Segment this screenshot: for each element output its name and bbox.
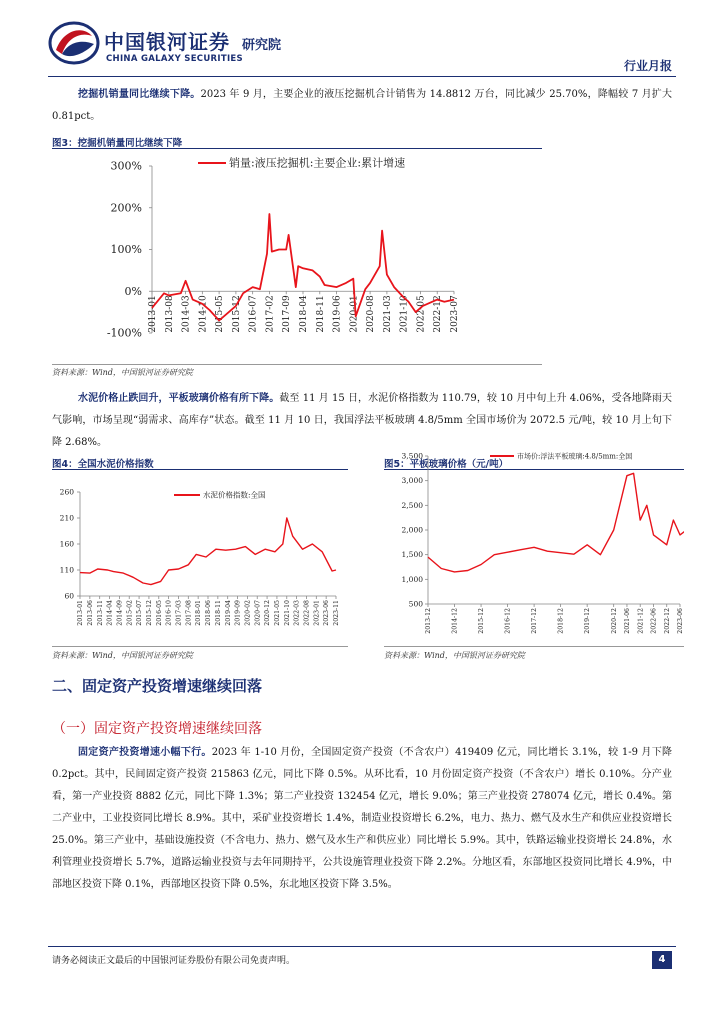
fig4-x-tick-label: 2023-11 <box>333 600 341 626</box>
fig3-x-tick-label: 2022-05 <box>416 295 427 333</box>
fig3-top-rule <box>52 148 542 149</box>
fig5-x-tick-label: 2022-12 <box>663 608 671 634</box>
fig4-x-tick-label: 2015-07 <box>136 600 144 626</box>
page-number: 4 <box>652 951 672 969</box>
fig4-title: 图4：全国水泥价格指数 <box>52 459 154 470</box>
fig4-x-tick-label: 2023-01 <box>313 600 321 626</box>
fig4-x-tick-label: 2016-05 <box>155 600 163 626</box>
fig3-legend-label: 销量:液压挖掘机:主要企业:累计增速 <box>229 156 406 170</box>
fig5-y-tick-label: 3,000 <box>401 476 423 486</box>
fig3-y-tick-label: -100% <box>106 326 142 340</box>
report-type-label: 行业月报 <box>623 59 672 73</box>
fig3-x-tick-label: 2019-06 <box>332 295 343 333</box>
galaxy-logo-icon <box>48 20 100 66</box>
fig3-excavator-chart <box>52 150 542 355</box>
fig4-x-tick-label: 2018-06 <box>205 600 213 626</box>
fig4-cement-chart <box>52 472 348 642</box>
fig4-x-tick-label: 2022-08 <box>303 600 311 626</box>
cement-lead: 水泥价格止跌回升，平板玻璃价格有所下降。 <box>78 393 280 404</box>
fixed-asset-paragraph <box>52 742 672 896</box>
fig3-x-tick-label: 2018-11 <box>315 295 326 333</box>
fig3-x-tick-label: 2020-01 <box>349 295 360 333</box>
fig4-x-tick-label: 2021-10 <box>283 600 291 626</box>
fig5-x-tick-label: 2020-12 <box>610 608 618 634</box>
fig4-x-tick-label: 2022-03 <box>293 600 301 626</box>
fig4-y-tick-label: 110 <box>59 565 74 575</box>
fig5-x-tick-label: 2017-12 <box>531 608 539 634</box>
fig4-x-tick-label: 2015-02 <box>126 600 134 626</box>
fig4-y-tick-label: 260 <box>59 487 74 497</box>
fig5-x-tick-label: 2016-12 <box>504 608 512 634</box>
fig3-x-tick-label: 2020-08 <box>366 295 377 333</box>
logo-english-name: CHINA GALAXY SECURITIES <box>106 54 243 64</box>
fig4-x-tick-label: 2013-11 <box>96 600 104 626</box>
fig4-x-tick-label: 2019-09 <box>234 600 242 626</box>
fig4-x-tick-label: 2019-04 <box>224 600 232 626</box>
section2-subheading: （一）固定资产投资增速继续回落 <box>52 721 262 737</box>
fig5-legend <box>490 451 632 460</box>
fig3-x-tick-label: 2014-03 <box>181 295 192 333</box>
fig3-x-tick-label: 2015-12 <box>231 295 242 333</box>
fig5-y-tick-label: 1,000 <box>401 574 423 584</box>
fig4-top-rule <box>52 469 348 470</box>
fig5-y-tick-label: 2,000 <box>401 525 423 535</box>
fig3-x-tick-label: 2017-02 <box>265 295 276 333</box>
fig4-x-tick-label: 2018-11 <box>214 600 222 626</box>
fig5-bottom-rule <box>384 646 684 647</box>
excavator-body: 2023 年 9 月，主要企业的液压挖掘机合计销售为 14.8812 万台，同比减少 25.70%，降幅较 7 月扩大 0.81pct。 <box>52 89 673 122</box>
fig4-x-tick-label: 2017-03 <box>175 600 183 626</box>
fig4-x-tick-label: 2020-12 <box>264 600 272 626</box>
fig4-x-tick-label: 2013-06 <box>86 600 94 626</box>
fig4-x-tick-label: 2023-06 <box>323 600 331 626</box>
fig5-title: 图5：平板玻璃价格（元/吨） <box>384 459 509 470</box>
fig3-x-tick-label: 2014-10 <box>198 295 209 333</box>
fig3-x-tick-label: 2015-05 <box>215 295 226 333</box>
fig3-x-tick-label: 2021-10 <box>399 295 410 333</box>
excavator-lead: 挖掘机销量同比继续下降。 <box>78 89 201 100</box>
fig5-y-tick-label: 500 <box>408 599 423 609</box>
fig4-legend <box>174 490 266 500</box>
fig3-x-tick-label: 2016-07 <box>248 295 259 333</box>
fig4-x-tick-label: 2013-01 <box>77 600 85 626</box>
fig5-legend-label: 市场价:浮法平板玻璃:4.8/5mm:全国 <box>517 452 633 461</box>
fig4-x-tick-label: 2020-07 <box>254 600 262 626</box>
footer-divider <box>48 946 676 947</box>
fig3-y-tick-label: 200% <box>110 201 142 215</box>
excavator-paragraph <box>52 84 672 128</box>
header-divider <box>48 76 676 77</box>
fig3-x-tick-label: 2013-08 <box>164 295 175 333</box>
fig5-glass-chart <box>384 446 684 642</box>
fig3-y-tick-label: 300% <box>110 159 142 173</box>
fig5-series-line <box>428 473 684 572</box>
fig3-source: 资料来源：Wind，中国银河证券研究院 <box>52 368 193 377</box>
fig3-title: 图3：挖掘机销量同比继续下降 <box>52 138 183 149</box>
fig4-x-tick-label: 2017-08 <box>185 600 193 626</box>
fig3-x-tick-label: 2021-03 <box>382 295 393 333</box>
cement-body: 截至 11 月 15 日，水泥价格指数为 110.79，较 10 月中旬上升 4.06%，受各地降雨天气影响，市场呈现“弱需求、高库存”状态。截至 11 月 10 日，我国浮法平板玻璃 4.8/5mm 全国市场价为 2072.5 元/吨，较 10 月上旬下降 2.68%。 <box>52 393 672 448</box>
footer-disclaimer: 请务必阅读正文最后的中国银河证券股份有限公司免责声明。 <box>52 956 296 966</box>
fig5-y-tick-label: 3,500 <box>401 451 423 461</box>
institute-label: 研究院 <box>242 38 282 53</box>
fig4-y-tick-label: 210 <box>59 513 74 523</box>
fig3-x-tick-label: 2022-12 <box>433 295 444 333</box>
fig5-source: 资料来源：Wind，中国银河证券研究院 <box>384 651 525 660</box>
fig3-y-tick-label: 0% <box>124 284 142 298</box>
fig5-y-tick-label: 1,500 <box>401 550 423 560</box>
fig3-x-tick-label: 2023-07 <box>450 295 460 333</box>
logo-chinese-name: 中国银河证券 <box>104 30 230 54</box>
fig5-x-tick-label: 2014-12 <box>451 608 459 634</box>
fig3-legend <box>198 156 405 170</box>
fig4-y-tick-label: 60 <box>64 591 74 601</box>
fixed-asset-lead: 固定资产投资增速小幅下行。 <box>78 747 212 758</box>
fig5-x-tick-label: 2018-12 <box>557 608 565 634</box>
fig5-x-tick-label: 2023-06 <box>677 608 684 634</box>
fig4-x-tick-label: 2014-09 <box>116 600 124 626</box>
fig3-x-tick-label: 2018-04 <box>299 295 309 333</box>
fig3-y-tick-label: 100% <box>110 243 142 257</box>
fig5-x-tick-label: 2021-12 <box>637 608 645 634</box>
fig5-x-tick-label: 2019-12 <box>584 608 592 634</box>
fig4-x-tick-label: 2015-12 <box>145 600 153 626</box>
company-logo <box>48 20 348 70</box>
fig5-x-tick-label: 2022-06 <box>650 608 658 634</box>
fig5-y-tick-label: 2,500 <box>401 500 423 510</box>
fig4-x-tick-label: 2016-10 <box>165 600 173 626</box>
fig5-x-tick-label: 2021-06 <box>624 608 632 634</box>
fixed-asset-body: 2023 年 1-10 月份，全国固定资产投资（不含农户）419409 亿元，同比增长 3.1%，较 1-9 月下降 0.2pct。其中，民间固定资产投资 215863 亿元，同比下降 0.5%。从环比看，10 月份固定资产投资（不含农户）增长 0.10%。分产业看，第一产业投资 8882 亿元，同比下降 1.3%；第二产业投资 132454 亿元，增长 9.0%；第三产业投资 278074 亿元，增长 0.4%。第二产业中，工业投资同比增长 8.9%。其中，采矿业投资增长 1.4%，制造业投资增长 6.2%，电力、热力、燃气及水生产和供应业投资增长 25.0%。第三产业中，基础设施投资（不含电力、热力、燃气及水生产和供应业）同比增长 5.9%。其中，铁路运输业投资增长 24.8%，水利管理业投资增长 5.7%，道路运输业投资与去年同期持平，公共设施管理业投资下降 2.2%。分地区看，东部地区投资同比增长 4.9%，中部地区投资下降 0.1%，西部地区投资下降 0.5%，东北地区投资下降 3.5%。 <box>52 747 672 890</box>
fig4-x-tick-label: 2018-01 <box>195 600 203 626</box>
fig3-bottom-rule <box>52 364 542 365</box>
fig4-source: 资料来源：Wind，中国银河证券研究院 <box>52 651 193 660</box>
fig4-x-tick-label: 2021-05 <box>273 600 281 626</box>
fig4-bottom-rule <box>52 646 348 647</box>
section2-heading: 二、固定资产投资增速继续回落 <box>52 677 263 695</box>
fig5-x-tick-label: 2013-12 <box>425 608 433 634</box>
fig3-x-tick-label: 2013-01 <box>148 295 158 333</box>
fig5-x-tick-label: 2015-12 <box>478 608 486 634</box>
fig4-legend-label: 水泥价格指数:全国 <box>203 490 266 500</box>
fig3-x-tick-label: 2017-09 <box>282 295 293 333</box>
fig4-x-tick-label: 2020-02 <box>244 600 252 626</box>
fig4-y-tick-label: 160 <box>59 539 74 549</box>
cement-glass-paragraph <box>52 388 672 454</box>
fig4-series-line <box>80 518 336 585</box>
fig4-x-tick-label: 2014-04 <box>106 600 114 626</box>
